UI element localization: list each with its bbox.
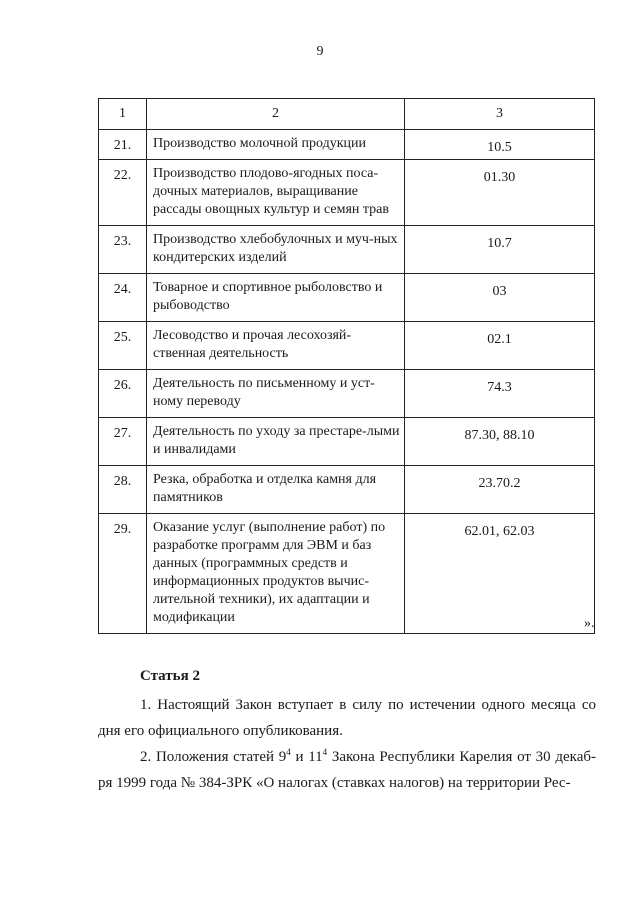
p2-text-b: и 11 [290,749,323,765]
row-number: 28. [99,466,147,514]
row-number: 23. [99,226,147,274]
okved-code: 02.1 [405,322,595,370]
table-header-row [99,99,595,130]
article-title: Статья 2 [140,668,200,684]
table-row [99,160,595,226]
activity-name: Производство молочной продукции [147,130,405,160]
p2-superscript-2: 4 [322,747,328,757]
p2-text-a: 2. Положения статей 9 [140,749,287,765]
activity-name: Резка, обработка и отделка камня для памятников [147,466,405,514]
table-row [99,514,595,634]
table-row [99,274,595,322]
row-number: 25. [99,322,147,370]
activity-name: Деятельность по письменному и уст-ному переводу [147,370,405,418]
table-row [99,370,595,418]
okved-code: 03 [405,274,595,322]
article-paragraph-2 [98,744,596,796]
okved-code: 74.3 [405,370,595,418]
row-number: 29. [99,514,147,634]
activity-name: Лесоводство и прочая лесохозяй-ственная деятельность [147,322,405,370]
row-number: 21. [99,130,147,160]
okved-code: 87.30, 88.10 [405,418,595,466]
row-number: 22. [99,160,147,226]
activity-name: Оказание услуг (выполнение работ) по разработке программ для ЭВМ и баз данных (программных средств и информационных продуктов вычис-лительной техники), их адаптации и модификации [147,514,405,634]
activities-table [98,98,595,634]
p2-text-c: Закона Республики Карелия от 30 декаб-ря 1999 года № 384-ЗРК «О налогах (ставках налогов) на территории Рес- [98,749,596,791]
table-row [99,466,595,514]
closing-quote: ». [584,616,595,631]
activity-name: Производство хлебобулочных и муч-ных кондитерских изделий [147,226,405,274]
okved-code: 23.70.2 [405,466,595,514]
header-col-1: 1 [99,99,147,130]
okved-code: 62.01, 62.03 [405,514,595,634]
table-row [99,418,595,466]
row-number: 26. [99,370,147,418]
activity-name: Товарное и спортивное рыболовство и рыбоводство [147,274,405,322]
row-number: 24. [99,274,147,322]
row-number: 27. [99,418,147,466]
header-col-2: 2 [147,99,405,130]
article-paragraph-1: 1. Настоящий Закон вступает в силу по истечении одного месяца со дня его официального опубликования. [98,697,596,739]
okved-code: 10.7 [405,226,595,274]
header-col-3: 3 [405,99,595,130]
okved-code: 01.30 [405,160,595,226]
activity-name: Деятельность по уходу за престаре-лыми и инвалидами [147,418,405,466]
okved-code: 10.5 [405,130,595,160]
table-row [99,226,595,274]
page-number: 9 [316,44,324,59]
p2-superscript-1: 4 [286,747,291,757]
table-row [99,322,595,370]
table-row [99,130,595,160]
activity-name: Производство плодово-ягодных поса-дочных материалов, выращивание рассады овощных культур и семян трав [147,160,405,226]
